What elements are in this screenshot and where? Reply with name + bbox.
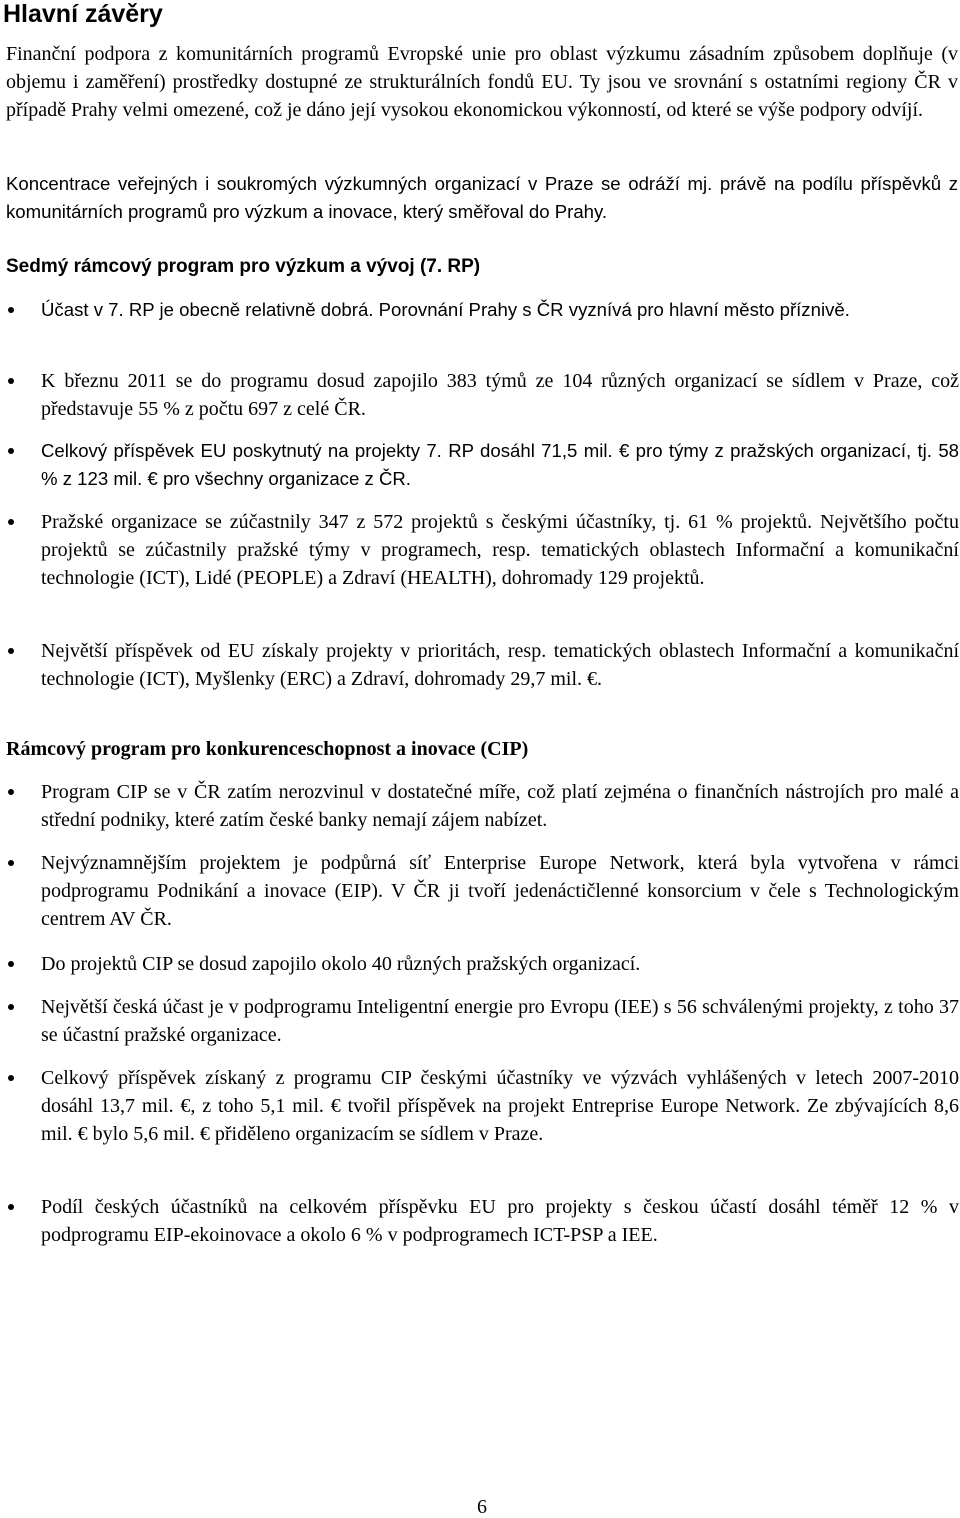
list-item-text: Do projektů CIP se dosud zapojilo okolo 40 různých pražských organizací. [41,953,641,975]
list-item-text: Nejvýznamnějším projektem je podpůrná síť Enterprise Europe Network, která byla vytvořena v rámci podprogramu Podnikání a inovace (EIP). V ČR ji tvoří jedenáctičlenné konsorcium v čele s Technologickým centrem AV ČR. [41,852,959,930]
bullet-icon [8,307,14,313]
bullet-icon [8,789,14,795]
list-item-text: Největší česká účast je v podprogramu Inteligentní energie pro Evropu (IEE) s 56 schválenými projekty, z toho 37 se účastní pražské organizace. [41,996,959,1046]
page-title: Hlavní závěry [3,0,163,28]
list-item-text: Účast v 7. RP je obecně relativně dobrá. Porovnání Prahy s ČR vyznívá pro hlavní město příznivě. [41,299,850,320]
list-item-text: Největší příspěvek od EU získaly projekty v prioritách, resp. tematických oblastech Informační a komunikační technologie (ICT), Myšlenky (ERC) a Zdraví, dohromady 29,7 mil. €. [41,640,959,690]
bullet-icon [8,519,14,525]
list-item-text: K březnu 2011 se do programu dosud zapojilo 383 týmů ze 104 různých organizací se sídlem v Praze, což představuje 55 % z počtu 697 z celé ČR. [41,370,959,420]
bullet-icon [8,448,14,454]
list-item-text: Celkový příspěvek získaný z programu CIP českými účastníky ve výzvách vyhlášených v letech 2007-2010 dosáhl 13,7 mil. €, z toho 5,1 mil. € tvořil příspěvek na projekt Entreprise Europe Network. Ze zbývajících 8,6 mil. € bylo 5,6 mil. € přiděleno organizacím se sídlem v Praze. [41,1067,959,1145]
section-heading-7rp: Sedmý rámcový program pro výzkum a vývoj (7. RP) [6,256,481,277]
bullet-icon [8,648,14,654]
page-number: 6 [477,1496,487,1518]
bullet-icon [8,378,14,384]
concentration-paragraph: Koncentrace veřejných i soukromých výzkumných organizací v Praze se odráží mj. právě na podílu příspěvků z komunitárních programů pro výzkum a inovace, který směřoval do Prahy. [6,173,958,222]
list-item-text: Podíl českých účastníků na celkovém příspěvku EU pro projekty s českou účastí dosáhl téměř 12 % v podprogramu EIP-ekoinovace a okolo 6 % v podprogramech ICT-PSP a IEE. [41,1196,959,1246]
bullet-icon [8,1004,14,1010]
list-item-text: Pražské organizace se zúčastnily 347 z 572 projektů s českými účastníky, tj. 61 % projektů. Největšího počtu projektů se zúčastnily pražské týmy v programech, resp. tematických oblastech Informační a komunikační technologie (ICT), Lidé (PEOPLE) a Zdraví (HEALTH), dohromady 129 projektů. [41,511,959,589]
bullet-icon [8,1204,14,1210]
bullet-icon [8,961,14,967]
list-item-text: Celkový příspěvek EU poskytnutý na projekty 7. RP dosáhl 71,5 mil. € pro týmy z pražských organizací, tj. 58 % z 123 mil. € pro všechny organizace z ČR. [41,440,959,489]
list-item-text: Program CIP se v ČR zatím nerozvinul v dostatečné míře, což platí zejména o finančních nástrojích pro malé a střední podniky, které zatím české banky nemají zájem nabízet. [41,781,959,831]
section-heading-cip: Rámcový program pro konkurenceschopnost a inovace (CIP) [6,738,529,760]
intro-paragraph: Finanční podpora z komunitárních programů Evropské unie pro oblast výzkumu zásadním způsobem doplňuje (v objemu i zaměření) prostředky dostupné ze strukturálních fondů EU. Ty jsou ve srovnání s ostatními regiony ČR v případě Prahy velmi omezené, což je dáno její vysokou ekonomickou výkonností, od které se výše podpory odvíjí. [6,43,958,121]
bullet-icon [8,1075,14,1081]
bullet-icon [8,860,14,866]
